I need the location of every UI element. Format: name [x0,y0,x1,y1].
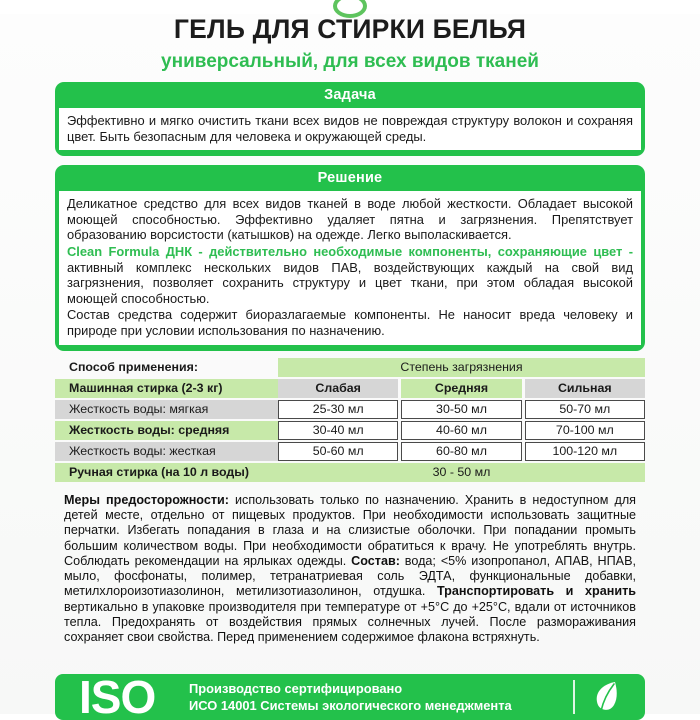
dosage-table [55,358,645,482]
precautions-label: Меры предосторожности: [64,492,229,507]
table-row [55,400,645,419]
hardness-hard-label: Жесткость воды: жесткая [55,442,278,461]
iso-divider [573,680,575,714]
hardness-medium-values [278,421,645,440]
composition-text: вода; <5% изопропанол, АПАВ, НПАВ, мыло, фосфонаты, полимер, тетранатриевая соль ЭДТА, функциональные добавки, метилхлороизотиазолинон, метилизотиазолинон, отдушка. [64,553,636,599]
dose-value: 30-40 мл [278,421,398,440]
solution-paragraph-1: Деликатное средство для всех видов тканей в воде любой жесткости. Обладает высокой моющей способностью. Эффективно удаляет пятна и загрязнения. Препятствует образованию ворсистости (катышков) на одежде. Легко выполаскивается. [67,196,633,243]
dose-value: 50-60 мл [278,442,398,461]
hardness-medium-label: Жесткость воды: средняя [55,421,278,440]
value-cell [401,421,521,440]
hand-wash-values [278,463,645,482]
value-cell [525,421,645,440]
dose-value: 50-70 мл [525,400,645,419]
dose-value: 25-30 мл [278,400,398,419]
soil-level-weak: Слабая [278,379,398,398]
iso-logo: ISO [79,674,156,720]
table-row [55,442,645,461]
table-cols-header-wrap [278,358,645,377]
value-cell [278,442,398,461]
table-row [55,421,645,440]
hardness-hard-values [278,442,645,461]
section-task-heading: Задача [324,87,376,103]
section-solution [55,165,645,350]
dose-value: 60-80 мл [401,442,521,461]
composition-label: Состав: [351,553,400,568]
value-cell [525,400,645,419]
iso-line-2: ИСО 14001 Системы экологического менеджмента [189,698,512,713]
soil-level-medium: Средняя [401,379,521,398]
arc-shape [333,0,367,18]
solution-paragraph-2 [67,244,633,306]
iso-line-1: Производство сертифицировано [189,680,403,696]
precautions-text: использовать только по назначению. Хранить в недоступном для детей месте, отдельно от пищевых продуктов. При необходимости использовать защитные перчатки. Избегать попадания в глаза и на слизистые оболочки. При попадании промыть большим количеством воды. При необходимости обратиться к врачу. Не употреблять внутрь. Соблюдать рекомендации на ярлыках одежды. [64,492,636,568]
section-solution-body [59,191,641,344]
hand-wash-label: Ручная стирка (на 10 л воды) [55,463,278,482]
storage-label: Транспортировать и хранить [436,584,636,599]
top-decorative-arc [0,4,700,18]
storage-text: вертикально в упаковке производителя при температуре от +5°С до +25°С, вдали от источников тепла. Предохранять от воздействия прямых солнечных лучей. После размораживания сохраняет свои свойства. Перед применением содержимое флакона встряхнуть. [64,599,636,645]
dose-value: 40-60 мл [401,421,521,440]
dose-value: 100-120 мл [525,442,645,461]
value-cell [278,421,398,440]
hardness-soft-label: Жесткость воды: мягкая [55,400,278,419]
iso-text-block [189,680,573,714]
leaf-icon [593,680,619,714]
table-label-header: Способ применения: [69,360,198,375]
clean-formula-highlight: Clean Formula ДНК - действительно необходимые компоненты, сохраняющие цвет - [67,244,633,260]
table-cols-header: Степень загрязнения [278,358,645,377]
page-title: ГЕЛЬ ДЛЯ СТИРКИ БЕЛЬЯ [173,14,527,44]
soil-level-headers [278,379,645,398]
hardness-soft-values [278,400,645,419]
value-cell [401,400,521,419]
value-cell [278,400,398,419]
value-cell [525,442,645,461]
table-machine-row [55,379,645,398]
value-cell [401,442,521,461]
solution-paragraph-2-rest: активный комплекс нескольких видов ПАВ, воздействующих каждый на свой вид загрязнения, позволяет сохранить структуру и цвет ткани, при этом обладая высокой моющей способностью. [67,259,633,306]
dose-value: 70-100 мл [525,421,645,440]
iso-certification-banner [55,674,645,720]
solution-paragraph-3: Состав средства содержит биоразлагаемые компоненты. Не наносит вреда человеку и природе при условии использования по назначению. [67,307,633,339]
soil-level-strong: Сильная [525,379,645,398]
dose-value: 30-50 мл [401,400,521,419]
task-paragraph: Эффективно и мягко очистить ткани всех видов не повреждая структуру волокон и сохраняя цвет. Быть безопасным для человека и окружающей среды. [67,113,633,144]
section-task [55,82,645,156]
section-task-body [59,108,641,150]
table-handwash-row [55,463,645,482]
fineprint-block [64,493,636,646]
table-header-row [55,358,645,377]
section-solution-heading: Решение [317,170,383,187]
hand-wash-value: 30 - 50 мл [278,463,645,482]
machine-wash-label: Машинная стирка (2-3 кг) [55,379,278,398]
page-subtitle: универсальный, для всех видов тканей [161,51,539,72]
